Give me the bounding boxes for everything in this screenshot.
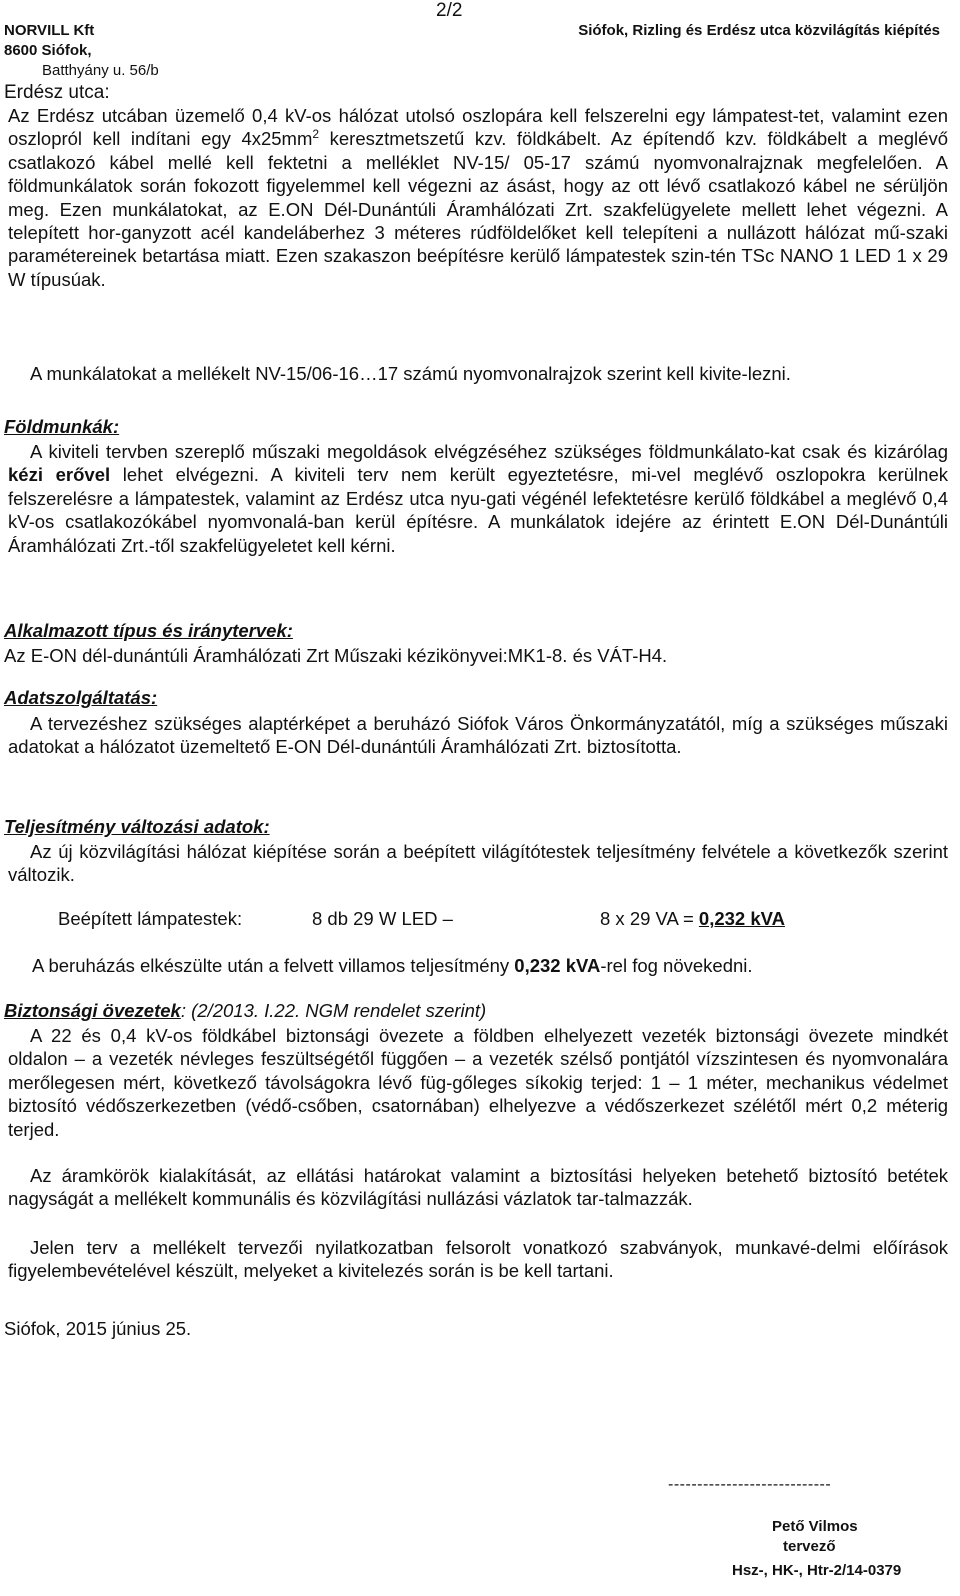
teljesitmeny-row-calc <box>600 908 785 930</box>
teljesitmeny-summary <box>32 955 753 977</box>
teljesitmeny-calc: 8 x 29 VA = <box>600 908 699 929</box>
teljesitmeny-row-value: 8 db 29 W LED – <box>312 908 453 929</box>
foldmunkak-part2: lehet elvégezni. A kiviteli terv nem került egyeztetésre, mi-vel meglévő oszlopokra kerülnek felszerelésre a lámpatestek, valamint az Erdész utca nyu-gati végénél lefektetésre kerülő földkábel a meglévő 0,4 kV-os csatlakozókábel nyomvonalá-ban kerül építésre. A munkálatok idejére az érintett E.ON Dél-Dunántúli Áramhálózati Zrt.-től szakfelügyeletet kell kérni. <box>8 464 948 556</box>
foldmunkak-part1: A kiviteli tervben szereplő műszaki megoldások elvégzéséhez szükséges földmunkálato-kat csak és kizárólag <box>30 441 948 462</box>
signature-line: ---------------------------- <box>668 1476 832 1493</box>
adatszolgaltatas-heading: Adatszolgáltatás: <box>4 687 158 708</box>
teljesitmeny-total: 0,232 kVA <box>698 908 785 929</box>
biztonsagi-heading <box>4 1000 486 1022</box>
biztonsagi-paragraph-1: A 22 és 0,4 kV-os földkábel biztonsági övezete a földben elhelyezett vezeték biztonsági övezete mindkét oldalon – a vezeték névleges feszültségétől függően – a vezeték szélső pontjától vízszintesen és nyomvonalára merőlegesen mért, következő távolságokra lévő füg-gőleges síkokig terjed: 1 – 1 méter, mechanikus védelmet biztosító védőszerkezetben (védő-csőben, csatornában) elhelyezve a védőszerkezet szélétől mért 0,2 méterig terjed. <box>8 1025 948 1140</box>
teljesitmeny-row-label: Beépített lámpatestek: <box>58 908 243 929</box>
signer-name: Pető Vilmos <box>772 1518 858 1535</box>
signer-role: tervező <box>783 1538 836 1555</box>
erdesz-paragraph-1 <box>8 104 948 291</box>
erdesz-p1-part2: keresztmetszetű kzv. földkábelt. Az építendő kzv. földkábelt a meglévő csatlakozó kábel mellé kell fektetni a melléklet NV-15/ 05-17 számú nyomvonalrajznak megfelelően. A földmunkálatok során fokozott figyelemmel kell végezni az ásást, hogy az ott lévő csatlakozó kábel ne sérüljön meg. Ezen munkálatokat, az E.ON Dél-Dunántúli Áramhálózati Zrt. szakfelügyelete mellett lehet végezni. A telepített hor-ganyzott acél kandeláberhez 3 méteres rúdföldelőket kell telepíteni a nullázott hálózat mű-szaki paramétereinek betartása miatt. Ezen szakaszon beépítésre kerülő lámpatestek szin-tén TSc NANO 1 LED 1 x 29 W típusúak. <box>8 128 948 290</box>
teljesitmeny-text: Az új közvilágítási hálózat kiépítése során a beépített világítótestek teljesítmény felvétele a következők szerint változik. <box>8 841 948 886</box>
foldmunkak-paragraph <box>8 440 948 557</box>
biztonsagi-paragraph-3: Jelen terv a mellékelt tervezői nyilatkozatban felsorolt vonatkozó szabványok, munkavé-delmi előírások figyelembevételével készült, melyeket a kivitelezés során is be kell tartani. <box>8 1237 948 1282</box>
page-number: 2/2 <box>436 0 463 21</box>
alkalmazott-text: Az E-ON dél-dunántúli Áramhálózati Zrt Műszaki kézikönyvei:MK1-8. és VÁT-H4. <box>4 645 668 666</box>
erdesz-p1-superscript: 2 <box>312 127 320 142</box>
erdesz-paragraph-2: A munkálatokat a mellékelt NV-15/06-16…17 számú nyomvonalrajzok szerint kell kivite-lezni. <box>30 363 791 384</box>
alkalmazott-heading: Alkalmazott típus és iránytervek: <box>4 620 293 641</box>
company-name: NORVILL Kft <box>4 22 95 39</box>
summary-part1: A beruházás elkészülte után a felvett villamos teljesítmény <box>32 955 515 976</box>
signer-license: Hsz-, HK-, Htr-2/14-0379 <box>732 1562 902 1579</box>
project-title: Siófok, Rizling és Erdész utca közvilágítás kiépítés <box>578 22 940 39</box>
teljesitmeny-heading: Teljesítmény változási adatok: <box>4 816 270 837</box>
summary-part2: -rel fog növekedni. <box>600 955 753 976</box>
foldmunkak-bold: kézi erővel <box>8 464 111 486</box>
erdesz-title: Erdész utca: <box>4 82 110 103</box>
foldmunkak-heading: Földmunkák: <box>4 416 120 437</box>
summary-bold: 0,232 kVA <box>514 955 601 976</box>
document-date: Siófok, 2015 június 25. <box>4 1318 192 1339</box>
company-address-city: 8600 Siófok, <box>4 42 92 59</box>
adatszolgaltatas-text: A tervezéshez szükséges alaptérképet a beruházó Siófok Város Önkormányzatától, míg a szükséges műszaki adatokat a hálózatot üzemeltető E-ON Dél-dunántúli Áramhálózati Zrt. biztosította. <box>8 713 948 758</box>
company-address-street: Batthyány u. 56/b <box>42 62 159 79</box>
biztonsagi-paragraph-2: Az áramkörök kialakítását, az ellátási határokat valamint a biztosítási helyeken betehető biztosító betétek nagyságát a mellékelt kommunális és közvilágítási nullázási vázlatok tar-talmazzák. <box>8 1165 948 1210</box>
biztonsagi-title: Biztonsági övezetek <box>4 1000 181 1021</box>
biztonsagi-title-tail: : (2/2013. I.22. NGM rendelet szerint) <box>180 1000 487 1021</box>
erdesz-p1-part1: Az Erdész utcában üzemelő 0,4 kV-os hálózat utolsó oszlopára kell felszerelni egy lámpatest-tet, valamint ezen oszlopról kell indítani egy 4x25mm <box>8 105 948 150</box>
